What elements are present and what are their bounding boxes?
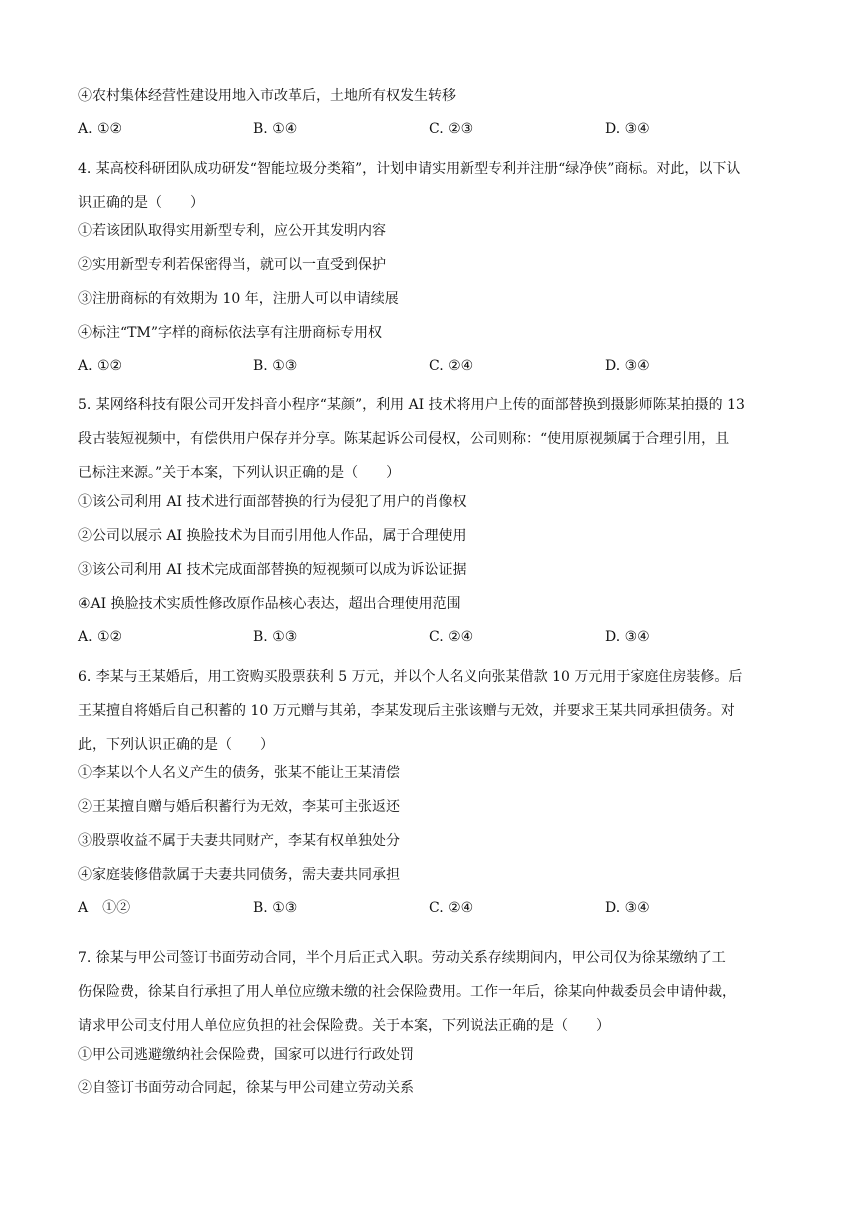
q3-option-b: B. ①④ (253, 121, 298, 137)
q7-stem-line-2: 伤保险费，徐某自行承担了用人单位应缴未缴的社会保险费用。工作一年后，徐某向仲裁委员会申请仲裁， (78, 984, 736, 1000)
q6-options (78, 898, 798, 918)
q6-item-4: ④家庭装修借款属于夫妻共同债务，需夫妻共同承担 (78, 867, 400, 883)
q4-stem-line-2: 识正确的是（ ） (78, 195, 204, 211)
q4-item-4: ④标注“TM”字样的商标依法享有注册商标专用权 (78, 325, 382, 341)
q7-stem-line-3: 请求甲公司支付用人单位应负担的社会保险费。关于本案，下列说法正确的是（ ） (78, 1018, 610, 1034)
q5-stem-line-1: 5. 某网络科技有限公司开发抖音小程序“某颜”，利用 AI 技术将用户上传的面部替换到摄影师陈某拍摄的 13 (78, 397, 745, 413)
q3-option-d: D. ③④ (605, 121, 650, 137)
q4-item-1: ①若该团队取得实用新型专利，应公开其发明内容 (78, 223, 386, 239)
q4-stem (78, 152, 790, 220)
q6-stem-line-3: 此，下列认识正确的是（ ） (78, 737, 274, 753)
q4-option-d: D. ③④ (605, 358, 650, 374)
q3-option-c: C. ②③ (429, 121, 474, 137)
q6-stem (78, 660, 790, 762)
q3-options (78, 119, 798, 139)
q7-stem-line-1: 7. 徐某与甲公司签订书面劳动合同，半个月后正式入职。劳动关系存续期间内，甲公司仅为徐某缴纳了工 (78, 950, 726, 966)
q4-item-3: ③注册商标的有效期为 10 年，注册人可以申请续展 (78, 291, 399, 307)
q5-option-a: A. ①② (78, 629, 123, 645)
q3-item-4: ④农村集体经营性建设用地入市改革后，土地所有权发生转移 (78, 88, 456, 104)
q5-stem-line-3: 已标注来源。”关于本案，下列认识正确的是（ ） (78, 465, 401, 481)
q5-stem (78, 388, 790, 490)
q4-option-b: B. ①③ (253, 358, 298, 374)
q5-option-c: C. ②④ (429, 629, 474, 645)
q7-item-2: ②自签订书面劳动合同起，徐某与甲公司建立劳动关系 (78, 1080, 414, 1096)
q4-option-a: A. ①② (78, 358, 123, 374)
q6-item-2: ②王某擅自赠与婚后积蓄行为无效，李某可主张返还 (78, 799, 400, 815)
q5-options (78, 627, 798, 647)
q4-options (78, 356, 798, 376)
q5-option-b: B. ①③ (253, 629, 298, 645)
q5-item-4: ④AI 换脸技术实质性修改原作品核心表达，超出合理使用范围 (78, 596, 461, 612)
q5-stem-line-2: 段古装短视频中，有偿供用户保存并分享。陈某起诉公司侵权，公司则称：“使用原视频属于合理引用，且 (78, 431, 730, 447)
q4-option-c: C. ②④ (429, 358, 474, 374)
q5-option-d: D. ③④ (605, 629, 650, 645)
q6-stem-line-1: 6. 李某与王某婚后，用工资购买股票获利 5 万元，并以个人名义向张某借款 10 万元用于家庭住房装修。后 (78, 669, 743, 685)
q6-option-a: A ①② (78, 900, 131, 916)
q5-item-2: ②公司以展示 AI 换脸技术为目而引用他人作品，属于合理使用 (78, 528, 467, 544)
q5-item-3: ③该公司利用 AI 技术完成面部替换的短视频可以成为诉讼证据 (78, 562, 467, 578)
q6-option-c: C. ②④ (429, 900, 474, 916)
q6-item-3: ③股票收益不属于夫妻共同财产，李某有权单独处分 (78, 833, 400, 849)
q3-option-a: A. ①② (78, 121, 123, 137)
q6-option-b: B. ①③ (253, 900, 298, 916)
q5-item-1: ①该公司利用 AI 技术进行面部替换的行为侵犯了用户的肖像权 (78, 494, 467, 510)
q4-item-2: ②实用新型专利若保密得当，就可以一直受到保护 (78, 257, 386, 273)
q6-option-d: D. ③④ (605, 900, 650, 916)
q7-item-1: ①甲公司逃避缴纳社会保险费，国家可以进行行政处罚 (78, 1047, 414, 1063)
q6-item-1: ①李某以个人名义产生的债务，张某不能让王某清偿 (78, 765, 400, 781)
q4-stem-line-1: 4. 某高校科研团队成功研发“智能垃圾分类箱”，计划申请实用新型专利并注册“绿净侠”商标。对此，以下认 (78, 161, 741, 177)
q6-stem-line-2: 王某擅自将婚后自己积蓄的 10 万元赠与其弟，李某发现后主张该赠与无效，并要求王某共同承担债务。对 (78, 703, 735, 719)
q7-stem (78, 941, 790, 1043)
